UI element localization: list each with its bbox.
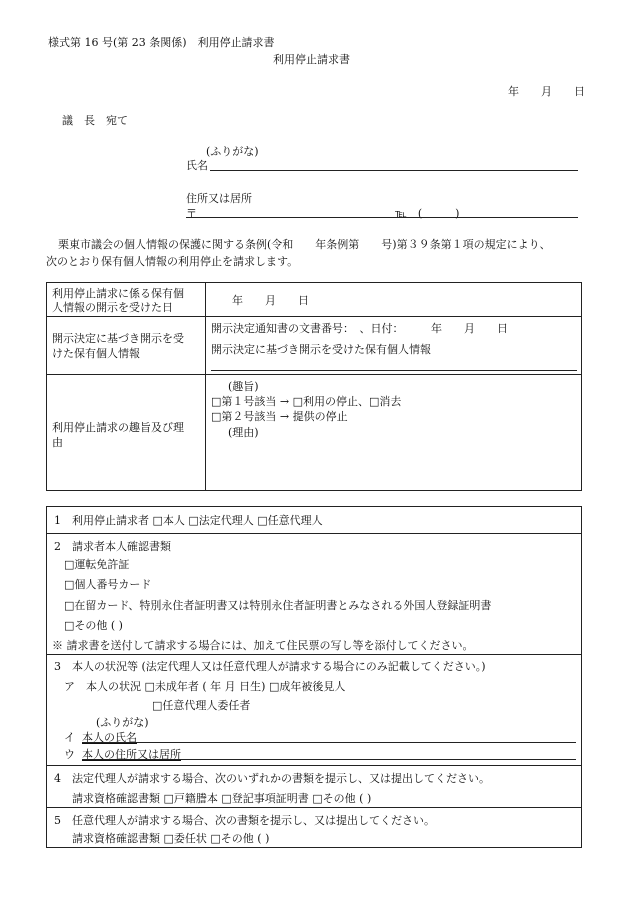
legal-agent-docs-options[interactable]: 請求資格確認書類 □戸籍謄本 □登記事項証明書 □その他 ( ) [72, 792, 372, 805]
date-field[interactable]: 年 月 日 [508, 85, 585, 98]
intro-line-2: 次のとおり保有個人情報の利用停止を請求します。 [46, 255, 299, 268]
id-docs-note: ※ 請求書を送付して請求する場合には、加えて住民票の写し等を添付してください。 [52, 639, 474, 652]
id-doc-my-number-card[interactable]: □個人番号カード [64, 578, 152, 591]
name-label: 氏名 [186, 159, 208, 172]
address-label: 住所又は居所 [186, 192, 252, 205]
form-number: 様式第 16 号(第 23 条関係) 利用停止請求書 [48, 36, 275, 49]
postal-mark: 〒 [186, 207, 197, 220]
voluntary-agent-docs-heading: 5 任意代理人が請求する場合、次の書類を提示し、又は提出してください。 [54, 814, 435, 827]
disclosure-date-label: 利用停止請求に係る保有個 [52, 287, 184, 300]
id-doc-residence-card[interactable]: □在留カード、特別永住者証明書又は特別永住者証明書とみなされる外国人登録証明書 [64, 599, 492, 612]
voluntary-agent-docs-options[interactable]: 請求資格確認書類 □委任状 □その他 ( ) [72, 832, 270, 845]
name-input-line[interactable] [210, 170, 578, 171]
purpose-option-2[interactable]: □第２号該当 → 提供の停止 [211, 410, 348, 423]
requester-type[interactable]: 1 利用停止請求者 □本人 □法定代理人 □任意代理人 [54, 514, 323, 527]
form-page: 様式第 16 号(第 23 条関係) 利用停止請求書 利用停止請求書 年 月 日 議 長 宛て (ふりがな) 氏名 住所又は居所 〒 ℡ ( ) 栗東市議会の個人情報の保護に関する条例(令和 年条例第 号)第３９条第１項の規定により、 次のとおり保有個人情報の利用停止を請求します。 利用停止請求に係る保有個 人情報の開示を受けた日 年 月 日 開示決定に基づき開示を受 けた保有個人情報 開示決定通知書の文書番号： 、日付： 年 月 日 開示決定に基づき開示を受けた保有個人情報 利用停止請求の趣旨及び理 由 (趣旨) □第１号該当 → □利用の停止、□消去 □第２号該当 → 提供の停止 (理由) 1 利用停止請求者 □本人 □法定代理人 □任意代理人 2 請求者本人確認書類 □運転免許証 □個人番号カード □在留カード、特別永住者証明書又は特別永住者証明書とみなされる外国人登録証明書 □その他 ( ) ※ 請求書を送付して請求する場合には、加えて住民票の写し等を添付してください。 3 本人の状況等 (法定代理人又は任意代理人が請求する場合にのみ記載してください。) ア 本人の状況 □未成年者 ( 年 月 日生) □成年被後見人 □任意代理人委任者 (ふりがな) イ 本人の氏名 ウ 本人の住所又は居所 4 法定代理人が請求する場合、次のいずれかの書類を提示し、又は提出してください。 請求資格確認書類 □戸籍謄本 □登記事項証明書 □その他 ( ) 5 任意代理人が請求する場合、次の書類を提示し、又は提出してください。 請求資格確認書類 □委任状 □その他 ( ) [0, 0, 630, 903]
purpose-heading: (趣旨) [228, 380, 259, 393]
id-doc-drivers-license[interactable]: □運転免許証 [64, 558, 130, 571]
notice-doc-number-field[interactable]: 開示決定通知書の文書番号： 、日付： 年 月 日 [211, 322, 508, 335]
intro-line-1: 栗東市議会の個人情報の保護に関する条例(令和 年条例第 号)第３９条第１項の規定により、 [58, 238, 551, 251]
reason-heading: (理由) [228, 426, 259, 439]
legal-agent-docs-heading: 4 法定代理人が請求する場合、次のいずれかの書類を提示し、又は提出してください。 [54, 772, 490, 785]
disclosure-date-field[interactable]: 年 月 日 [232, 294, 309, 307]
principal-furigana-label: (ふりがな) [96, 716, 149, 729]
disclosed-info-field[interactable]: 開示決定に基づき開示を受けた保有個人情報 [211, 343, 431, 356]
principal-status-options[interactable]: ア 本人の状況 □未成年者 ( 年 月 日生) □成年被後見人 [64, 680, 346, 693]
furigana-label: (ふりがな) [206, 145, 259, 158]
principal-address-input-line[interactable] [82, 759, 576, 760]
purpose-option-1[interactable]: □第１号該当 → □利用の停止、□消去 [211, 395, 402, 408]
addressee: 議 長 宛て [62, 114, 128, 127]
id-doc-other[interactable]: □その他 ( ) [64, 619, 123, 632]
tel-field[interactable]: ℡ ( ) [395, 207, 460, 220]
id-docs-heading: 2 請求者本人確認書類 [54, 540, 171, 553]
principal-name-input-line[interactable] [82, 742, 576, 743]
principal-status-heading: 3 本人の状況等 (法定代理人又は任意代理人が請求する場合にのみ記載してください。) [54, 660, 486, 673]
disclosed-info-label: 開示決定に基づき開示を受 [52, 332, 184, 345]
principal-address-label: 本人の住所又は居所 [82, 748, 181, 761]
address-input-line[interactable] [186, 217, 578, 218]
form-title: 利用停止請求書 [273, 53, 350, 66]
principal-name-label: 本人の氏名 [82, 731, 137, 744]
principal-status-proxy-option[interactable]: □任意代理人委任者 [152, 699, 251, 712]
purpose-reason-label: 利用停止請求の趣旨及び理 [52, 421, 184, 434]
